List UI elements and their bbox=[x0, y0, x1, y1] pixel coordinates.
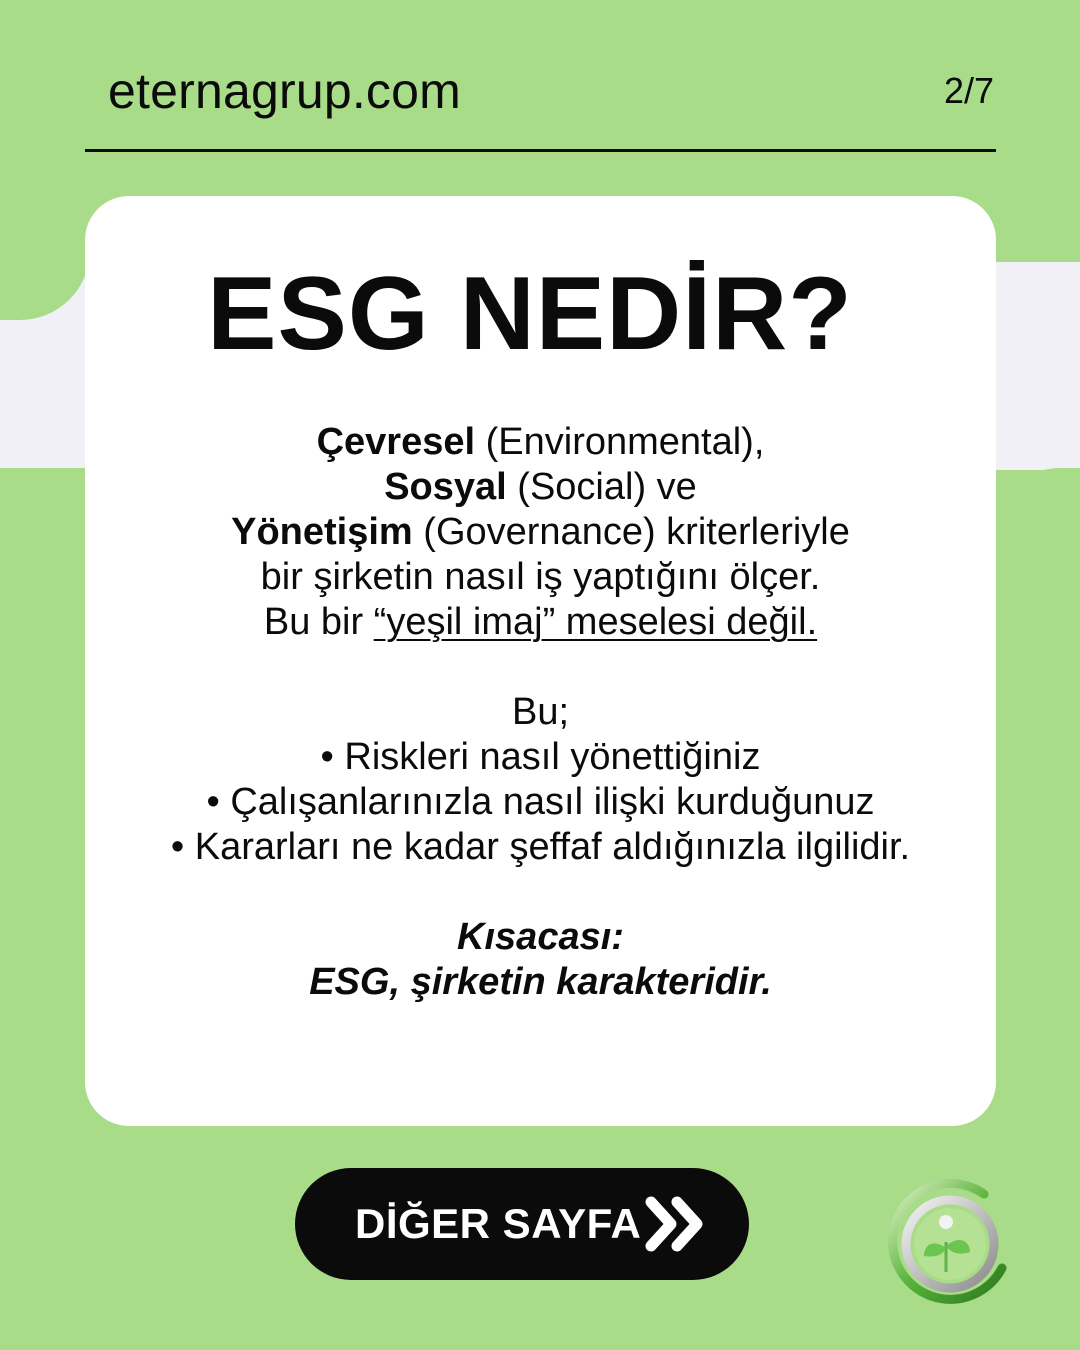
term-governance: Yönetişim bbox=[231, 511, 413, 553]
background-shape bbox=[990, 150, 1080, 260]
term-note: (Governance) kriterleriyle bbox=[412, 511, 850, 553]
summary-label: Kısacası: bbox=[457, 916, 624, 958]
intro-line bbox=[85, 600, 996, 645]
intro-line: bir şirketin nasıl iş yaptığını ölçer. bbox=[260, 556, 821, 598]
term-note: (Social) ve bbox=[506, 466, 697, 508]
page-title: ESG NEDİR? bbox=[207, 256, 853, 372]
background-shape bbox=[0, 468, 90, 588]
sprout-ring-logo-icon bbox=[874, 1176, 1018, 1306]
content-body bbox=[85, 420, 996, 1005]
term-environmental: Çevresel bbox=[316, 421, 476, 463]
list-lead: Bu; bbox=[511, 691, 570, 733]
intro-line bbox=[85, 510, 996, 555]
summary-statement: ESG, şirketin karakteridir. bbox=[309, 961, 772, 1003]
intro-line bbox=[85, 420, 996, 465]
site-name[interactable]: eternagrup.com bbox=[108, 63, 461, 119]
double-chevron-right-icon bbox=[645, 1192, 709, 1256]
background-shape bbox=[990, 468, 1080, 608]
term-social: Sosyal bbox=[384, 466, 507, 508]
list-item: • Çalışanlarınızla nasıl ilişki kurduğunuz bbox=[206, 781, 875, 823]
term-note: (Environmental), bbox=[475, 421, 765, 463]
next-page-label: DİĞER SAYFA bbox=[355, 1200, 642, 1247]
list-item: • Kararları ne kadar şeffaf aldığınızla ilgilidir. bbox=[170, 826, 911, 868]
list-item: • Riskleri nasıl yönettiğiniz bbox=[320, 736, 761, 778]
next-page-button[interactable] bbox=[295, 1168, 749, 1280]
intro-line bbox=[85, 465, 996, 510]
underlined-statement: “yeşil imaj” meselesi değil. bbox=[373, 601, 818, 643]
header-divider bbox=[85, 149, 996, 152]
page-indicator: 2/7 bbox=[943, 70, 994, 111]
intro-prefix: Bu bir bbox=[263, 601, 374, 643]
